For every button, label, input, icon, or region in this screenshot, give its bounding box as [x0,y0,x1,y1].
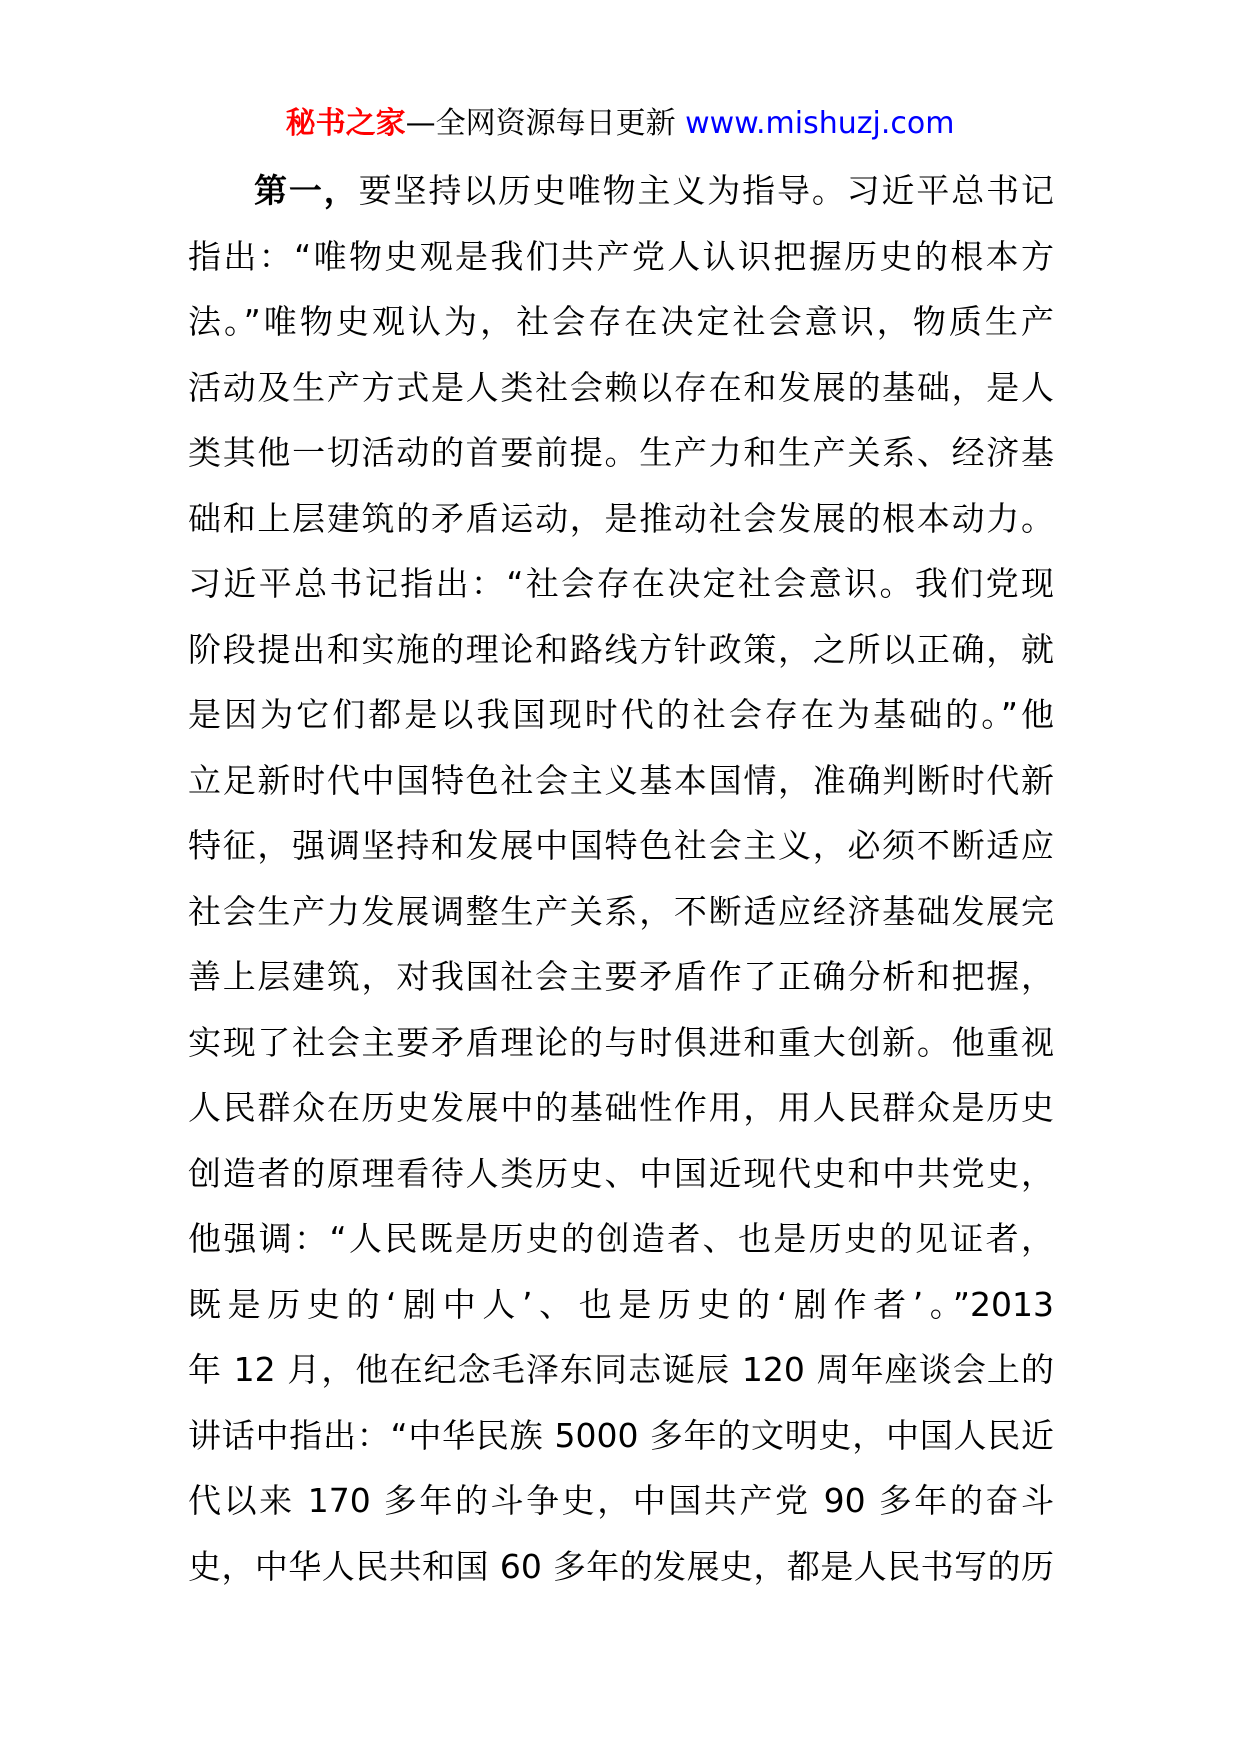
header-tagline: —全网资源每日更新 [405,106,686,141]
paragraph-line: 人民群众在历史发展中的基础性作用，用人民群众是历史 [188,1088,1054,1127]
paragraph-line: 创造者的原理看待人类历史、中国近现代史和中共党史， [188,1153,1054,1193]
page-header [0,100,1240,148]
paragraph-line: 法。”唯物史观认为，社会存在决定社会意识，物质生产 [188,302,1054,341]
body-paragraph [188,158,1054,1599]
paragraph-line: 立足新时代中国特色社会主义基本国情，准确判断时代新 [188,760,1054,800]
paragraph-line: 讲话中指出：“中华民族 5000 多年的文明史，中国人民近 [188,1415,1054,1455]
paragraph-line: 特征，强调坚持和发展中国特色社会主义，必须不断适应 [188,826,1054,865]
paragraph-line: 年 12 月，他在纪念毛泽东同志诞辰 120 周年座谈会上的 [188,1350,1054,1389]
paragraph-line: 类其他一切活动的首要前提。生产力和生产关系、经济基 [188,433,1054,472]
paragraph-line: 实现了社会主要矛盾理论的与时俱进和重大创新。他重视 [188,1022,1054,1062]
paragraph-line: 第一，要坚持以历史唯物主义为指导。习近平总书记 [254,171,1055,210]
paragraph-line: 础和上层建筑的矛盾运动，是推动社会发展的根本动力。 [188,498,1054,538]
paragraph-line: 阶段提出和实施的理论和路线方针政策，之所以正确，就 [188,629,1054,669]
paragraph-line: 他强调：“人民既是历史的创造者、也是历史的见证者， [188,1219,1054,1258]
paragraph-line: 是因为它们都是以我国现时代的社会存在为基础的。”他 [188,695,1054,734]
brand-name: 秘书之家 [285,106,406,141]
paragraph-line: 社会生产力发展调整生产关系，不断适应经济基础发展完 [188,891,1054,931]
paragraph-line: 既是历史的‘剧中人’、也是历史的‘剧作者’。”2013 [188,1284,1054,1324]
paragraph-line: 指出：“唯物史观是我们共产党人认识把握历史的根本方 [188,236,1054,276]
paragraph-line: 史，中华人民共和国 60 多年的发展史，都是人民书写的历 [188,1546,1054,1586]
paragraph-line: 活动及生产方式是人类社会赖以存在和发展的基础，是人 [188,367,1054,407]
paragraph-line: 代以来 170 多年的斗争史，中国共产党 90 多年的奋斗 [188,1481,1054,1520]
lead-label: 第一， [254,171,359,210]
paragraph-line: 习近平总书记指出：“社会存在决定社会意识。我们党现 [188,564,1054,603]
site-url-link[interactable]: www.mishuzj.com [685,106,955,141]
paragraph-line: 善上层建筑，对我国社会主要矛盾作了正确分析和把握， [188,957,1054,996]
